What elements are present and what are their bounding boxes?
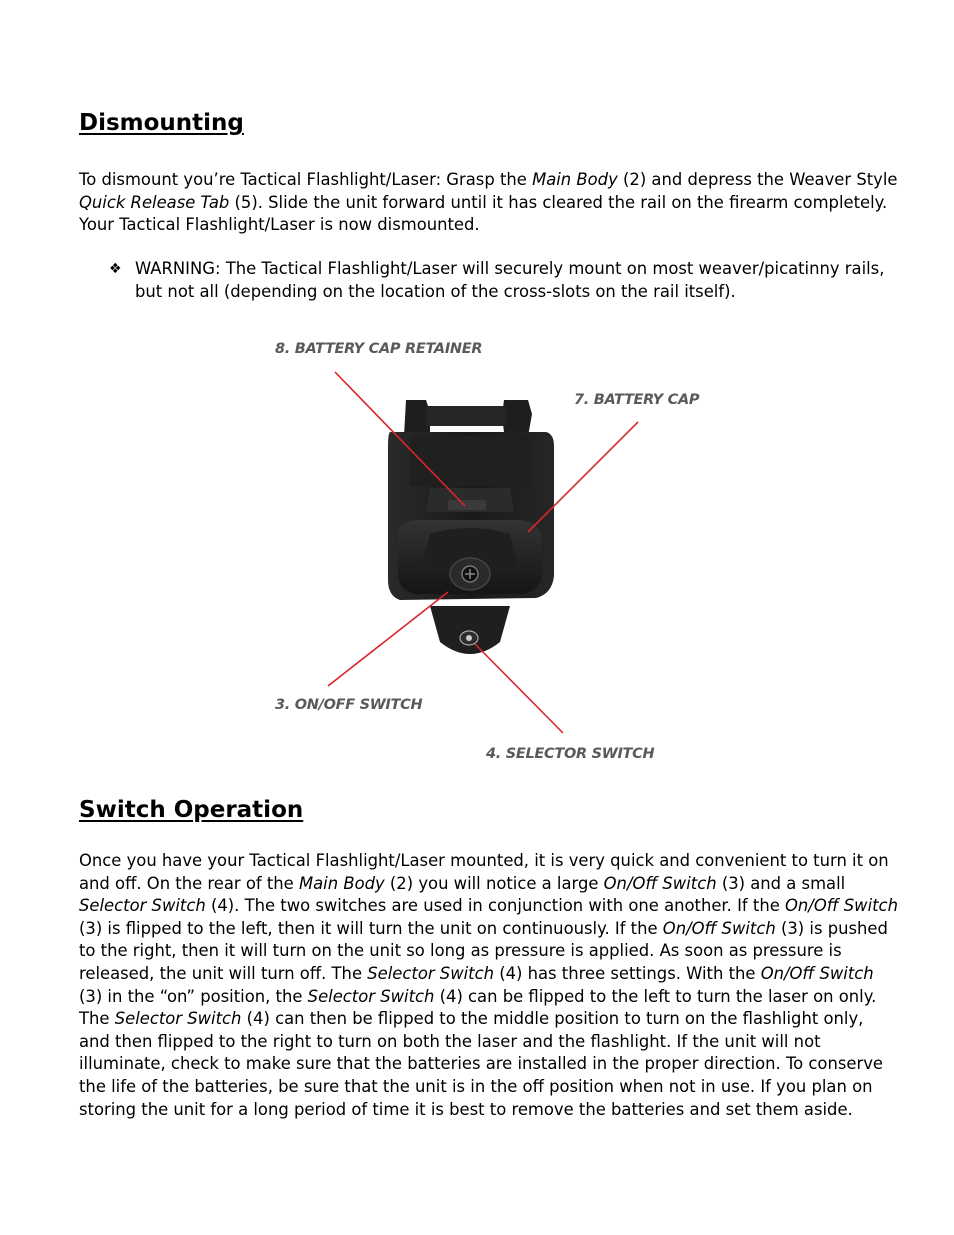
dismounting-paragraph: To dismount you’re Tactical Flashlight/Laser: Grasp the Main Body (2) and depress the Weaver Style Quick Release Tab (5). Slide the unit forward until it has cleared the rail on the firearm completely. Your Tactical Flashlight/Laser is now dismounted.: [79, 170, 898, 235]
product-figure: [270, 336, 710, 772]
warning-text: WARNING: The Tactical Flashlight/Laser will securely mount on most weaver/picatinny rails, but not all (depending on the location of the cross-slots on the rail itself).: [135, 259, 885, 301]
callout-on-off-switch: 3. ON/OFF SWITCH: [275, 697, 423, 713]
callout-battery-cap: 7. BATTERY CAP: [574, 392, 700, 408]
callout-battery-cap-retainer: 8. BATTERY CAP RETAINER: [275, 341, 483, 357]
diamond-bullet-icon: ❖: [109, 261, 122, 277]
callout-selector-switch: 4. SELECTOR SWITCH: [486, 746, 655, 762]
switch-operation-paragraph: Once you have your Tactical Flashlight/Laser mounted, it is very quick and convenient to turn it on and off. On the rear of the Main Body (2) you will notice a large On/Off Switch (3) and a small Selector Switch (4). The two switches are used in conjunction with one another. If the On/Off Switch (3) is flipped to the left, then it will turn the unit on continuously. If the On/Off Switch (3) is pushed to the right, then it will turn on the unit so long as pressure is applied. As soon as pressure is released, the unit will turn off. The Selector Switch (4) has three settings. With the On/Off Switch (3) in the “on” position, the Selector Switch (4) can be flipped to the left to turn the laser on only. The Selector Switch (4) can then be flipped to the middle position to turn on the flashlight only, and then flipped to the right to turn on both the laser and the flashlight. If the unit will not illuminate, check to make sure that the batteries are installed in the proper direction. To conserve the life of the batteries, be sure that the unit is in the off position when not in use. If you plan on storing the unit for a long period of time it is best to remove the batteries and set them aside.: [79, 851, 898, 1119]
switch-operation-heading: Switch Operation: [79, 797, 304, 823]
dismounting-heading: Dismounting: [79, 110, 244, 136]
